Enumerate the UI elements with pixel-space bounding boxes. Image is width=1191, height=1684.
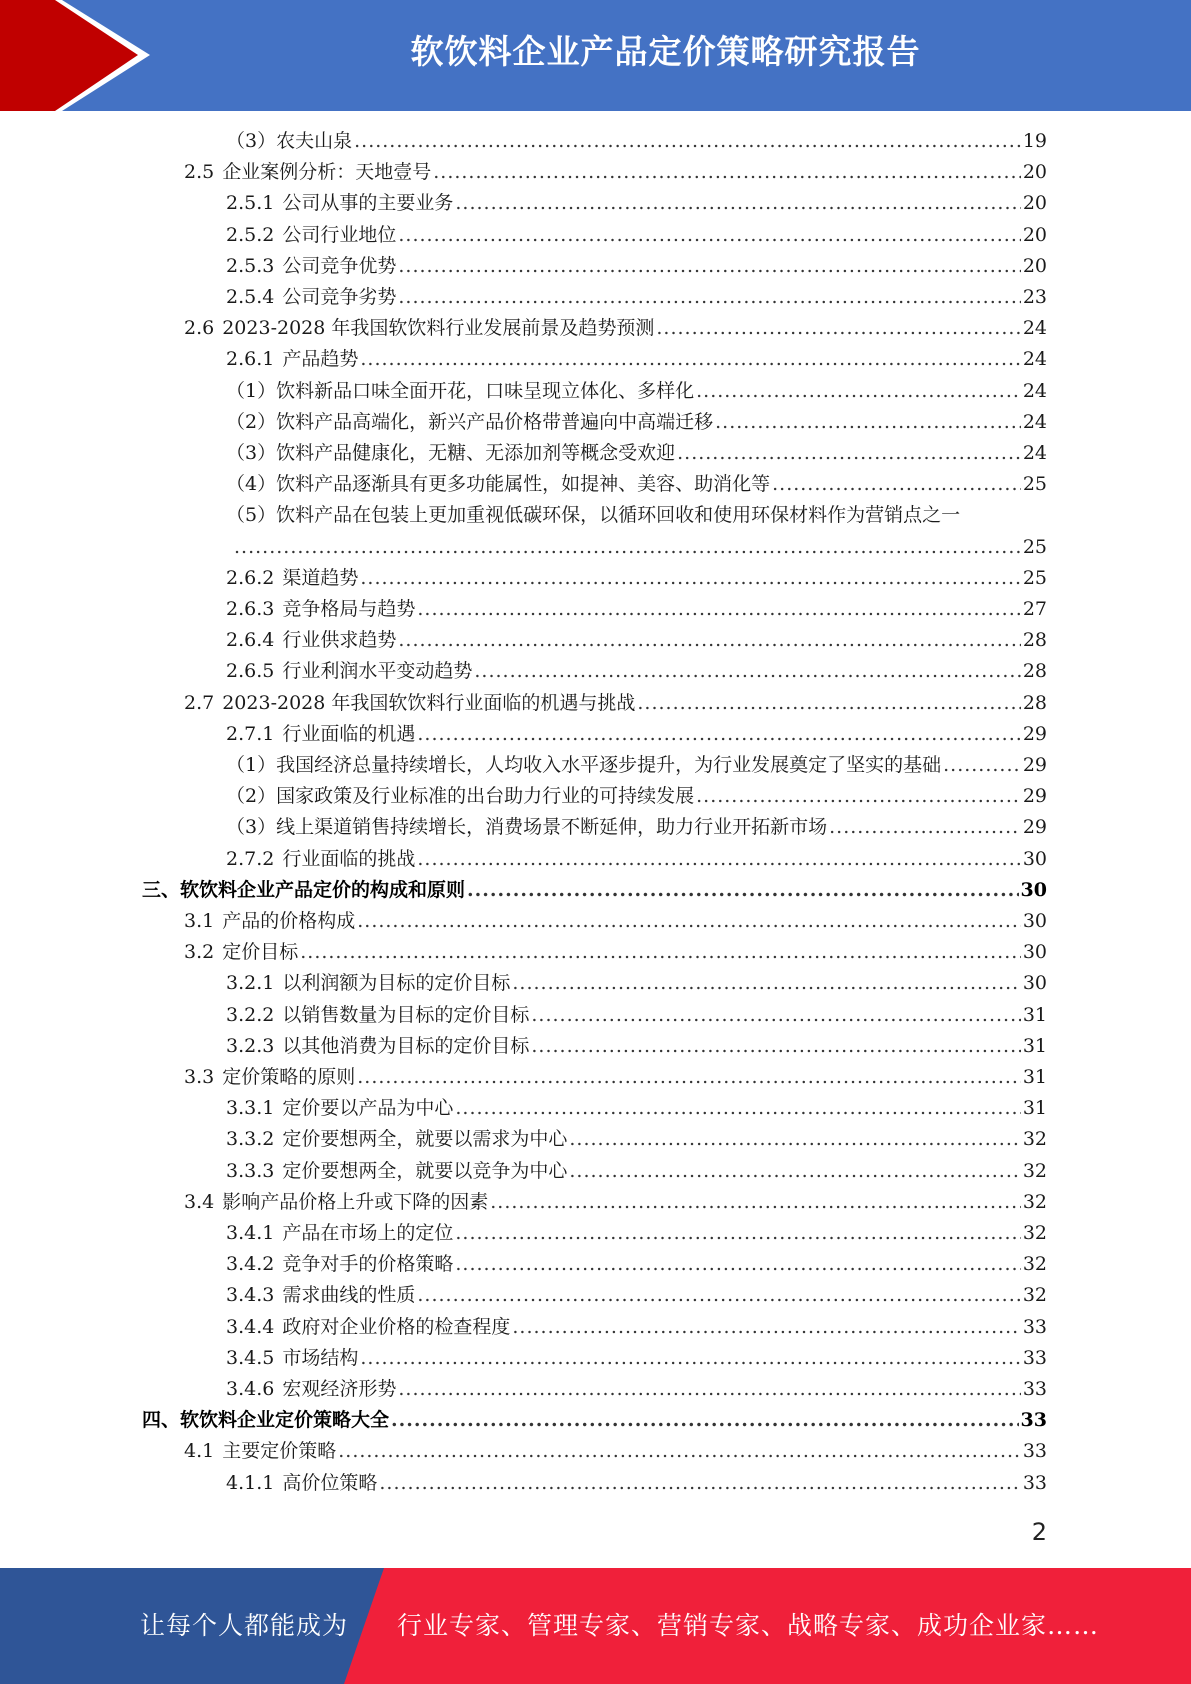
toc-entry-title: 行业利润水平变动趋势 [282,660,473,682]
toc-entry-title: 定价目标 [222,941,299,963]
toc-leader-dots [772,470,1021,498]
toc-entry[interactable] [226,221,1047,249]
toc-page-number: 19 [1022,130,1047,152]
toc-entry-title: 公司行业地位 [282,224,397,246]
toc-entry[interactable] [184,1063,1047,1091]
toc-leader-dots [512,1313,1020,1341]
toc-leader-dots [417,720,1020,748]
toc-leader-dots [531,1001,1020,1029]
toc-entry[interactable] [184,1188,1047,1216]
toc-page-number: 24 [1022,317,1047,339]
page-number: 2 [1031,1518,1047,1546]
toc-entry-number: 四、 [142,1409,181,1431]
toc-entry-number: 2.6.3 [226,598,275,620]
toc-leader-dots [474,657,1020,685]
toc-entry-number: （2） [226,411,277,433]
toc-entry-number: 2.5.3 [226,255,275,277]
toc-entry-title: 产品趋势 [282,348,359,370]
toc-page-number: 30 [1022,848,1047,870]
toc-leader-dots [379,1469,1020,1497]
toc-page-number: 31 [1022,1035,1047,1057]
toc-entry-number: （1） [226,754,277,776]
toc-entry-number: 4.1 [184,1440,215,1462]
toc-entry[interactable] [226,1375,1047,1403]
toc-leader-dots [490,1188,1021,1216]
toc-page-number: 24 [1022,380,1047,402]
toc-leader-dots [417,1281,1020,1309]
toc-entry-title: 行业面临的机遇 [282,723,416,745]
toc-entry-number: 3.3 [184,1066,215,1088]
toc-entry-number: 2.6.5 [226,660,275,682]
toc-entry-number: （5） [226,504,277,526]
toc-entry-number: 2.6.1 [226,348,275,370]
toc-entry[interactable] [232,533,1047,561]
toc-leader-dots [455,1094,1020,1122]
toc-entry-title: 市场结构 [282,1347,359,1369]
toc-entry-number: 3.3.2 [226,1128,275,1150]
toc-entry-title: 产品在市场上的定位 [282,1222,454,1244]
toc-entry-title: 公司竞争优势 [282,255,397,277]
toc-leader-dots [715,408,1021,436]
toc-leader-dots [829,813,1021,841]
toc-leader-dots [360,1344,1020,1372]
toc-page-number: 32 [1022,1191,1047,1213]
toc-page-number: 33 [1022,1347,1047,1369]
toc-entry-title: 渠道趋势 [282,567,359,589]
toc-entry-title: 以销售数量为目标的定价目标 [282,1004,530,1026]
toc-page-number: 20 [1022,192,1047,214]
toc-entry[interactable] [184,314,1047,342]
toc-leader-dots [417,845,1020,873]
toc-leader-dots [656,314,1020,342]
toc-leader-dots [398,221,1020,249]
toc-entry-number: 3.4.4 [226,1316,275,1338]
toc-entry[interactable] [226,657,1047,685]
toc-leader-dots [360,564,1020,592]
toc-leader-dots [467,876,1019,904]
toc-leader-dots [360,345,1020,373]
toc-entry-number: 2.7.2 [226,848,275,870]
toc-leader-dots [531,1032,1020,1060]
toc-entry[interactable] [226,377,1047,405]
toc-page-number: 24 [1022,411,1047,433]
toc-leader-dots [569,1157,1020,1185]
toc-entry-number: 3.4.6 [226,1378,275,1400]
toc-page-number: 25 [1022,473,1047,495]
toc-leader-dots [677,439,1021,467]
toc-leader-dots [696,377,1021,405]
toc-leader-dots [398,283,1020,311]
table-of-contents [0,127,1191,1507]
toc-entry-number: （1） [226,380,277,402]
toc-entry-title: 公司从事的主要业务 [282,192,454,214]
toc-entry-title: 行业供求趋势 [282,629,397,651]
toc-leader-dots [569,1125,1020,1153]
toc-page-number: 29 [1022,754,1047,776]
toc-entry-title: 饮料产品逐渐具有更多功能属性，如提神、美容、助消化等 [276,473,771,495]
toc-entry-title: 饮料产品健康化，无糖、无添加剂等概念受欢迎 [276,442,676,464]
toc-entry-title: 竞争格局与趋势 [282,598,416,620]
toc-entry-number: 3.4.2 [226,1253,275,1275]
toc-entry[interactable] [226,408,1047,436]
toc-page-number: 24 [1022,348,1047,370]
toc-entry-title: 软饮料企业定价策略大全 [180,1409,390,1431]
toc-entry-number: 3.1 [184,910,215,932]
toc-leader-dots [398,1375,1020,1403]
toc-page-number: 32 [1022,1160,1047,1182]
toc-page-number: 33 [1022,1472,1047,1494]
toc-chapter-entry[interactable] [142,1406,1047,1434]
toc-page-number: 28 [1022,692,1047,714]
toc-leader-dots [637,689,1020,717]
toc-entry-title: 企业案例分析：天地壹号 [222,161,432,183]
toc-entry[interactable] [226,189,1047,217]
toc-page-number: 33 [1022,1378,1047,1400]
toc-entry-title: 竞争对手的价格策略 [282,1253,454,1275]
toc-entry-title: 需求曲线的性质 [282,1284,416,1306]
toc-page-number: 30 [1022,941,1047,963]
toc-page-number: 25 [1022,567,1047,589]
toc-page-number: 20 [1022,255,1047,277]
toc-entry-title: 饮料新品口味全面开花，口味呈现立体化、多样化 [276,380,695,402]
toc-leader-dots [354,127,1021,155]
toc-entry-number: 3.2.1 [226,972,275,994]
toc-page-number: 20 [1022,161,1047,183]
toc-entry[interactable] [226,595,1047,623]
toc-leader-dots [398,252,1020,280]
toc-entry-number: （4） [226,473,277,495]
toc-entry[interactable] [226,470,1047,498]
toc-entry-number: 2.5.2 [226,224,275,246]
toc-entry-title: 以其他消费为目标的定价目标 [282,1035,530,1057]
toc-entry-number: 3.4 [184,1191,215,1213]
toc-entry[interactable] [226,751,1047,779]
toc-page-number: 20 [1022,224,1047,246]
toc-entry-title: 定价要以产品为中心 [282,1097,454,1119]
toc-entry-title: 政府对企业价格的检查程度 [282,1316,511,1338]
toc-entry[interactable] [226,345,1047,373]
toc-leader-dots [943,751,1021,779]
toc-leader-dots [696,782,1021,810]
toc-entry[interactable] [226,1032,1047,1060]
toc-entry-title: 软饮料企业产品定价的构成和原则 [180,879,466,901]
toc-entry[interactable] [184,689,1047,717]
toc-entry[interactable] [226,813,1047,841]
toc-entry-title: 以利润额为目标的定价目标 [282,972,511,994]
toc-entry[interactable] [226,564,1047,592]
footer-slogan-right: 行业专家、管理专家、营销专家、战略专家、成功企业家…… [397,1611,1100,1640]
toc-entry-number: 3.4.3 [226,1284,275,1306]
toc-entry[interactable] [226,1469,1047,1497]
toc-entry[interactable] [226,1125,1047,1153]
toc-page-number: 33 [1020,1409,1047,1431]
toc-page-number: 32 [1022,1253,1047,1275]
toc-page-number: 31 [1022,1097,1047,1119]
toc-entry[interactable] [184,1437,1047,1465]
page-footer [0,1568,1191,1684]
toc-entry-number: 3.4.1 [226,1222,275,1244]
toc-page-number: 25 [1022,536,1047,558]
toc-entry[interactable] [226,127,1047,155]
toc-page-number: 30 [1020,879,1047,901]
report-title: 软饮料企业产品定价策略研究报告 [410,32,921,71]
toc-entry-title: 线上渠道销售持续增长，消费场景不断延伸，助力行业开拓新市场 [276,816,828,838]
toc-entry-number: 三、 [142,879,181,901]
toc-entry-number: 3.4.5 [226,1347,275,1369]
toc-entry[interactable] [226,1001,1047,1029]
toc-leader-dots [455,189,1020,217]
toc-leader-dots [398,626,1020,654]
toc-page-number: 31 [1022,1004,1047,1026]
toc-page-number: 30 [1022,910,1047,932]
toc-entry-title: 主要定价策略 [222,1440,337,1462]
toc-entry-number: 2.7.1 [226,723,275,745]
toc-entry-title: 公司竞争劣势 [282,286,397,308]
toc-leader-dots [455,1250,1020,1278]
toc-entry-number: 4.1.1 [226,1472,275,1494]
toc-entry[interactable] [226,1250,1047,1278]
toc-entry-number: 3.3.3 [226,1160,275,1182]
toc-entry[interactable] [226,283,1047,311]
toc-entry[interactable] [184,158,1047,186]
toc-entry-title: 定价要想两全，就要以需求为中心 [282,1128,568,1150]
toc-entry[interactable] [226,782,1047,810]
toc-page-number: 27 [1022,598,1047,620]
toc-page-number: 32 [1022,1222,1047,1244]
toc-entry-title: 产品的价格构成 [222,910,356,932]
toc-leader-dots [417,595,1020,623]
page-header [0,0,1191,111]
toc-leader-dots [338,1437,1021,1465]
toc-entry-number: 2.5 [184,161,215,183]
toc-entry-title: 饮料产品高端化，新兴产品价格带普遍向中高端迁移 [276,411,714,433]
toc-entry-title: 影响产品价格上升或下降的因素 [222,1191,489,1213]
toc-entry[interactable] [226,1313,1047,1341]
toc-leader-dots [512,969,1020,997]
toc-entry-number: 2.6.4 [226,629,275,651]
toc-leader-dots [391,1406,1019,1434]
toc-entry-title: 高价位策略 [282,1472,378,1494]
toc-leader-dots [300,938,1021,966]
toc-leader-dots [433,158,1021,186]
toc-entry-title: 行业面临的挑战 [282,848,416,870]
toc-entry-title: 我国经济总量持续增长，人均收入水平逐步提升，为行业发展奠定了坚实的基础 [276,754,942,776]
toc-entry-number: 2.6 [184,317,215,339]
toc-entry-number: 2.5.4 [226,286,275,308]
toc-entry-title: 2023-2028 年我国软饮料行业发展前景及趋势预测 [222,317,655,339]
toc-entry-title: 定价要想两全，就要以竞争为中心 [282,1160,568,1182]
toc-entry[interactable] [184,907,1047,935]
toc-page-number: 31 [1022,1066,1047,1088]
toc-page-number: 29 [1022,785,1047,807]
toc-entry-title: 宏观经济形势 [282,1378,397,1400]
toc-entry-number: （2） [226,785,277,807]
toc-chapter-entry[interactable] [142,876,1047,904]
toc-leader-dots [455,1219,1020,1247]
toc-page-number: 30 [1022,972,1047,994]
toc-entry[interactable] [184,938,1047,966]
toc-entry-number: 3.2.3 [226,1035,275,1057]
toc-page-number: 28 [1022,629,1047,651]
toc-leader-dots [357,1063,1021,1091]
header-chevron-decoration [0,0,160,111]
toc-page-number: 28 [1022,660,1047,682]
toc-entry[interactable] [226,845,1047,873]
toc-entry-number: （3） [226,130,277,152]
toc-entry-title: 2023-2028 年我国软饮料行业面临的机遇与挑战 [222,692,636,714]
toc-page-number: 32 [1022,1284,1047,1306]
toc-entry-number: 2.5.1 [226,192,275,214]
toc-page-number: 33 [1022,1316,1047,1338]
toc-page-number: 24 [1022,442,1047,464]
toc-entry-text-line[interactable] [226,501,1047,529]
toc-page-number: 33 [1022,1440,1047,1462]
toc-entry-number: 2.7 [184,692,215,714]
toc-page-number: 23 [1022,286,1047,308]
toc-entry-number: 3.2 [184,941,215,963]
toc-page-number: 29 [1022,816,1047,838]
toc-entry-title: 农夫山泉 [276,130,353,152]
toc-entry[interactable] [226,252,1047,280]
toc-entry-title: 饮料产品在包装上更加重视低碳环保，以循环回收和使用环保材料作为营销点之一 [276,504,961,526]
toc-entry[interactable] [226,439,1047,467]
toc-entry[interactable] [226,1157,1047,1185]
toc-entry-number: 2.6.2 [226,567,275,589]
toc-entry-title: 国家政策及行业标准的出台助力行业的可持续发展 [276,785,695,807]
toc-page-number: 29 [1022,723,1047,745]
toc-entry[interactable] [226,1219,1047,1247]
toc-entry[interactable] [226,1344,1047,1372]
toc-entry-number: （3） [226,816,277,838]
toc-entry[interactable] [226,1281,1047,1309]
toc-entry[interactable] [226,626,1047,654]
toc-entry-number: （3） [226,442,277,464]
toc-entry-title: 定价策略的原则 [222,1066,356,1088]
toc-entry[interactable] [226,720,1047,748]
toc-entry[interactable] [226,969,1047,997]
toc-entry[interactable] [226,1094,1047,1122]
toc-leader-dots [357,907,1021,935]
footer-slogan-left: 让每个人都能成为 [140,1611,349,1640]
toc-entry-number: 3.2.2 [226,1004,275,1026]
toc-page-number: 32 [1022,1128,1047,1150]
toc-leader-dots [234,533,1021,561]
toc-entry-number: 3.3.1 [226,1097,275,1119]
